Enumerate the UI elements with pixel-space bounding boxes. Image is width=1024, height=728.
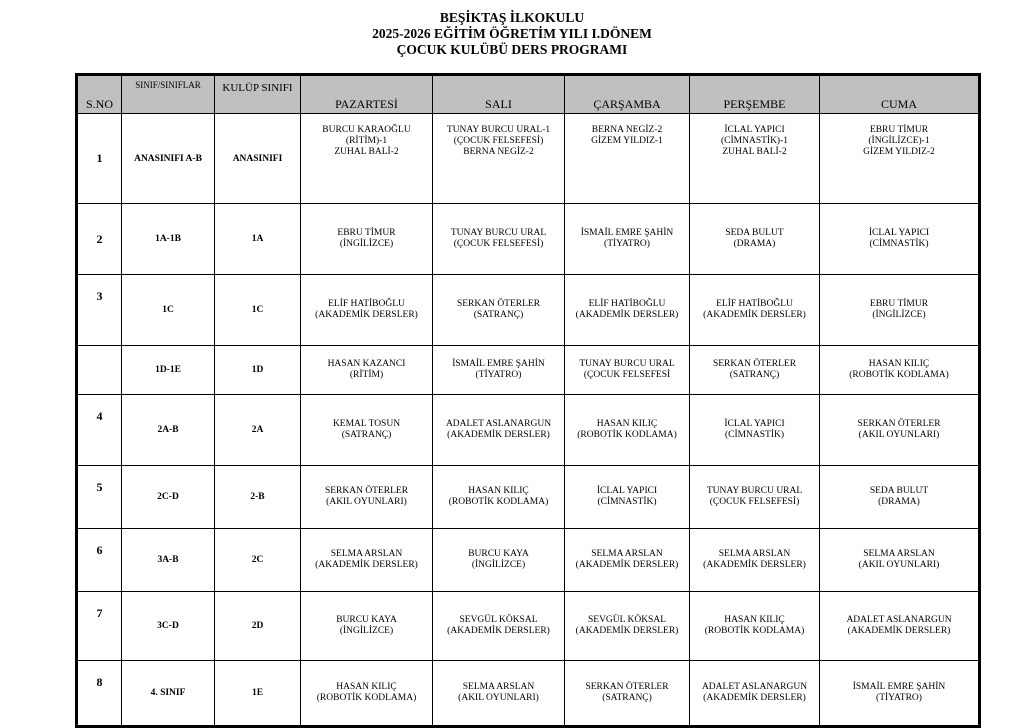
cell-line: BERNA NEGİZ-2: [591, 125, 663, 135]
schedule-cell-persembe: [690, 466, 820, 529]
schedule-cell-persembe: [690, 346, 820, 395]
schedule-cell-persembe: [690, 661, 820, 727]
cell-line: SERKAN ÖTERLER: [712, 359, 797, 369]
cell-line: SELMA ARSLAN: [863, 549, 935, 559]
cell-line: İCLAL YAPICI: [868, 228, 930, 238]
row-number: [77, 346, 122, 395]
cell-line: ADALET ASLANARGUN: [846, 615, 952, 625]
schedule-cell-persembe: [690, 275, 820, 346]
cell-line: (AKADEMİK DERSLER): [575, 626, 679, 636]
cell-line: (İNGİLİZCE): [339, 626, 394, 636]
schedule-cell-sali: [433, 275, 565, 346]
schedule-cell-cuma: [820, 204, 980, 275]
cell-line: ADALET ASLANARGUN: [445, 419, 552, 429]
schedule-cell-pazartesi: [301, 466, 433, 529]
row-number: 6: [77, 529, 122, 592]
class-group: 3A-B: [122, 529, 215, 592]
schedule-cell-persembe: [690, 204, 820, 275]
cell-line: (AKADEMİK DERSLER): [315, 310, 418, 320]
cell-line: BURCU KARAOĞLU: [322, 125, 411, 135]
col-header-carsamba: ÇARŞAMBA: [565, 75, 690, 114]
schedule-cell-carsamba: [565, 592, 690, 661]
col-header-cuma: CUMA: [820, 75, 980, 114]
club-class: 1D: [215, 346, 301, 395]
cell-line: SELMA ARSLAN: [462, 682, 535, 692]
table-row: [77, 204, 980, 275]
cell-line: (AKADEMİK DERSLER): [447, 626, 550, 636]
table-row: [77, 529, 980, 592]
schedule-cell-carsamba: [565, 466, 690, 529]
col-header-kulup: KULÜP SINIFI: [215, 75, 301, 114]
schedule-cell-pazartesi: [301, 275, 433, 346]
cell-line: ELİF HATİBOĞLU: [588, 299, 666, 309]
schedule-cell-cuma: [820, 275, 980, 346]
table-row: [77, 661, 980, 727]
class-group: 1A-1B: [122, 204, 215, 275]
cell-line: TUNAY BURCU URAL: [450, 228, 547, 238]
cell-line: (AKADEMİK DERSLER): [703, 693, 806, 703]
row-number: 5: [77, 466, 122, 529]
cell-line: İSMAİL EMRE ŞAHİN: [452, 359, 545, 369]
schedule-cell-pazartesi: [301, 529, 433, 592]
schedule-cell-sali: [433, 346, 565, 395]
cell-line: SERKAN ÖTERLER: [857, 419, 941, 429]
class-group: 1C: [122, 275, 215, 346]
cell-line: ELİF HATİBOĞLU: [716, 299, 793, 309]
col-header-pazartesi: PAZARTESİ: [301, 75, 433, 114]
cell-line: (AKADEMİK DERSLER): [575, 560, 679, 570]
cell-line: TUNAY BURCU URAL: [706, 486, 803, 496]
cell-line: (CİMNASTİK): [597, 497, 657, 507]
col-header-persembe: PERŞEMBE: [690, 75, 820, 114]
cell-line: (ROBOTİK KODLAMA): [316, 693, 417, 703]
cell-line: SERKAN ÖTERLER: [324, 486, 409, 496]
cell-line: HASAN KILIÇ: [336, 682, 397, 692]
cell-line: (AKADEMİK DERSLER): [447, 430, 550, 440]
table-row: [77, 275, 980, 346]
schedule-cell-pazartesi: [301, 592, 433, 661]
cell-line: (ÇOCUK FELSEFESİ): [453, 136, 544, 146]
cell-line: SERKAN ÖTERLER: [585, 682, 669, 692]
cell-line: (AKIL OYUNLARI): [858, 430, 940, 440]
cell-line: (SATRANÇ): [473, 310, 524, 320]
cell-line: (SATRANÇ): [729, 370, 780, 380]
schedule-cell-cuma: [820, 529, 980, 592]
cell-line: EBRU TİMUR: [337, 228, 396, 238]
cell-line: (ROBOTİK KODLAMA): [448, 497, 549, 507]
term-title: 2025-2026 EĞİTİM ÖĞRETİM YILI I.DÖNEM: [372, 26, 652, 41]
schedule-cell-cuma: [820, 395, 980, 466]
cell-line: (SATRANÇ): [602, 693, 652, 703]
cell-line: SEVGÜL KÖKSAL: [459, 615, 538, 625]
cell-line: İCLAL YAPICI: [596, 486, 658, 496]
cell-line: (İNGİLİZCE)-1: [868, 136, 930, 146]
cell-line: (İNGİLİZCE): [339, 239, 394, 249]
club-class: 1C: [215, 275, 301, 346]
class-group: 2C-D: [122, 466, 215, 529]
table-row: [77, 592, 980, 661]
cell-line: ZUHAL BALİ-2: [722, 147, 787, 157]
schedule-cell-cuma: [820, 114, 980, 204]
cell-line: (DRAMA): [733, 239, 776, 249]
table-row: [77, 395, 980, 466]
cell-line: BURCU KAYA: [468, 549, 529, 559]
cell-line: GİZEM YILDIZ-1: [591, 136, 663, 146]
table-row: [77, 346, 980, 395]
cell-line: (TİYATRO): [876, 693, 922, 703]
class-group: 2A-B: [122, 395, 215, 466]
cell-line: (CİMNASTİK)-1: [720, 136, 789, 146]
class-group: ANASINIFI A-B: [122, 114, 215, 204]
program-title: ÇOCUK KULÜBÜ DERS PROGRAMI: [396, 42, 628, 57]
cell-line: EBRU TİMUR: [869, 125, 929, 135]
table-row: [77, 114, 980, 204]
row-number: 7: [77, 592, 122, 661]
cell-line: (İNGİLİZCE): [872, 310, 926, 320]
club-class: 1E: [215, 661, 301, 727]
row-number: 3: [77, 275, 122, 346]
cell-line: (AKIL OYUNLARI): [858, 560, 940, 570]
club-class: ANASINIFI: [215, 114, 301, 204]
cell-line: (ÇOCUK FELSEFESİ): [453, 239, 544, 249]
row-number: 4: [77, 395, 122, 466]
schedule-cell-persembe: [690, 592, 820, 661]
schedule-cell-persembe: [690, 529, 820, 592]
cell-line: TUNAY BURCU URAL: [579, 359, 675, 369]
cell-line: ELİF HATİBOĞLU: [328, 299, 405, 309]
cell-line: SEVGÜL KÖKSAL: [587, 615, 667, 625]
schedule-cell-pazartesi: [301, 661, 433, 727]
col-header-sno: S.NO: [77, 75, 122, 114]
schedule-cell-sali: [433, 529, 565, 592]
cell-line: SERKAN ÖTERLER: [456, 299, 541, 309]
schedule-cell-sali: [433, 395, 565, 466]
cell-line: (TİYATRO): [475, 370, 522, 380]
cell-line: HASAN KILIÇ: [868, 359, 930, 369]
schedule-cell-cuma: [820, 592, 980, 661]
row-number: 8: [77, 661, 122, 727]
cell-line: HASAN KAZANCI: [327, 359, 406, 369]
cell-line: HASAN KILIÇ: [724, 615, 785, 625]
cell-line: TUNAY BURCU URAL-1: [446, 125, 551, 135]
cell-line: BERNA NEGİZ-2: [463, 147, 534, 157]
schedule-cell-cuma: [820, 466, 980, 529]
header-row: [77, 75, 980, 114]
cell-line: (SATRANÇ): [341, 430, 392, 440]
schedule-cell-sali: [433, 466, 565, 529]
schedule-cell-persembe: [690, 114, 820, 204]
schedule-cell-cuma: [820, 346, 980, 395]
schedule-cell-sali: [433, 592, 565, 661]
schedule-cell-pazartesi: [301, 204, 433, 275]
cell-line: ADALET ASLANARGUN: [701, 682, 808, 692]
table-row: [77, 466, 980, 529]
cell-line: (AKADEMİK DERSLER): [315, 560, 418, 570]
col-header-sali: SALI: [433, 75, 565, 114]
schedule-cell-carsamba: [565, 204, 690, 275]
cell-line: (AKADEMİK DERSLER): [847, 626, 951, 636]
schedule-cell-persembe: [690, 395, 820, 466]
schedule-cell-pazartesi: [301, 395, 433, 466]
schedule-table: [75, 73, 981, 728]
cell-line: (ROBOTİK KODLAMA): [849, 370, 949, 380]
cell-line: SELMA ARSLAN: [718, 549, 791, 559]
cell-line: (CİMNASTİK): [724, 430, 785, 440]
cell-line: (AKIL OYUNLARI): [326, 497, 407, 507]
class-group: 1D-1E: [122, 346, 215, 395]
cell-line: GİZEM YILDIZ-2: [863, 147, 935, 157]
club-class: 2D: [215, 592, 301, 661]
cell-line: İSMAİL EMRE ŞAHİN: [852, 682, 946, 692]
school-name: BEŞİKTAŞ İLKOKULU: [439, 10, 585, 25]
cell-line: (ROBOTİK KODLAMA): [577, 430, 677, 440]
cell-line: (TİYATRO): [604, 239, 650, 249]
cell-line: KEMAL TOSUN: [332, 419, 401, 429]
schedule-cell-sali: [433, 114, 565, 204]
schedule-cell-sali: [433, 204, 565, 275]
cell-line: İCLAL YAPICI: [724, 419, 785, 429]
cell-line: EBRU TİMUR: [869, 299, 929, 309]
schedule-cell-carsamba: [565, 529, 690, 592]
cell-line: (ÇOCUK FELSEFESİ: [583, 370, 671, 380]
document-title: [0, 10, 1024, 58]
cell-line: SEDA BULUT: [869, 486, 929, 496]
row-number: 2: [77, 204, 122, 275]
cell-line: SEDA BULUT: [725, 228, 784, 238]
schedule-cell-pazartesi: [301, 346, 433, 395]
cell-line: ZUHAL BALİ-2: [334, 147, 399, 157]
club-class: 1A: [215, 204, 301, 275]
cell-line: (ÇOCUK FELSEFESİ): [709, 497, 800, 507]
schedule-cell-carsamba: [565, 114, 690, 204]
cell-line: (İNGİLİZCE): [471, 560, 526, 570]
schedule-cell-carsamba: [565, 661, 690, 727]
schedule-cell-pazartesi: [301, 114, 433, 204]
schedule-cell-sali: [433, 661, 565, 727]
cell-line: (RİTİM)-1: [345, 136, 388, 146]
cell-line: (AKADEMİK DERSLER): [575, 310, 679, 320]
club-class: 2A: [215, 395, 301, 466]
class-group: 4. SINIF: [122, 661, 215, 727]
cell-line: (DRAMA): [878, 497, 920, 507]
club-class: 2-B: [215, 466, 301, 529]
cell-line: (CİMNASTİK): [869, 239, 929, 249]
cell-line: İCLAL YAPICI: [724, 125, 785, 135]
cell-line: HASAN KILIÇ: [596, 419, 658, 429]
cell-line: İSMAİL EMRE ŞAHİN: [580, 228, 674, 238]
cell-line: (RİTİM): [349, 370, 384, 380]
cell-line: SELMA ARSLAN: [330, 549, 403, 559]
cell-line: (AKADEMİK DERSLER): [703, 560, 806, 570]
cell-line: BURCU KAYA: [336, 615, 397, 625]
cell-line: HASAN KILIÇ: [468, 486, 529, 496]
cell-line: SELMA ARSLAN: [591, 549, 663, 559]
schedule-cell-cuma: [820, 661, 980, 727]
schedule-cell-carsamba: [565, 395, 690, 466]
cell-line: (AKADEMİK DERSLER): [703, 310, 806, 320]
cell-line: (ROBOTİK KODLAMA): [704, 626, 805, 636]
schedule-cell-carsamba: [565, 275, 690, 346]
row-number: 1: [77, 114, 122, 204]
cell-line: (AKIL OYUNLARI): [458, 693, 539, 703]
club-class: 2C: [215, 529, 301, 592]
class-group: 3C-D: [122, 592, 215, 661]
col-header-sinif: SINIF/SINIFLAR: [122, 75, 215, 114]
schedule-cell-carsamba: [565, 346, 690, 395]
